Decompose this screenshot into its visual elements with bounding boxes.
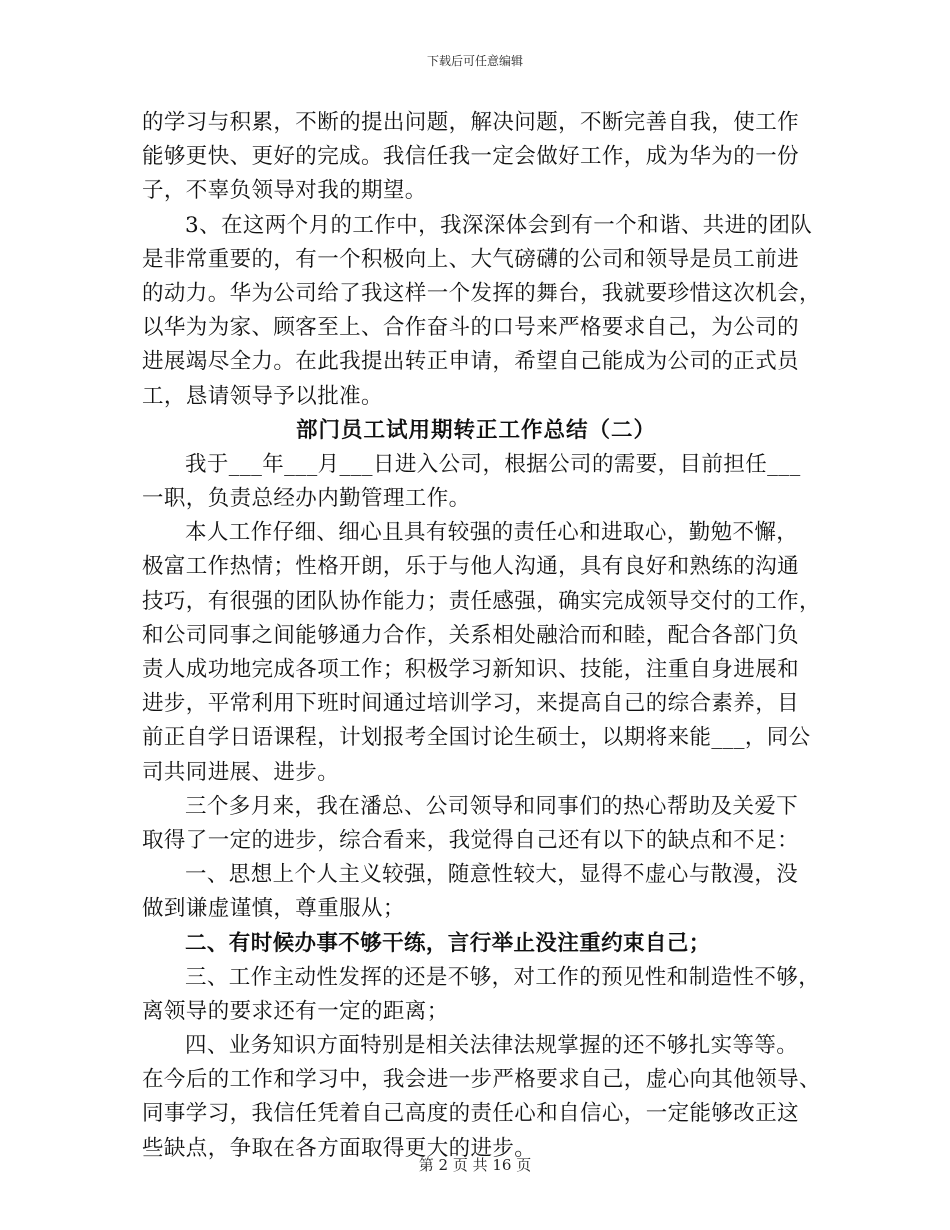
text-line: 离领导的要求还有一定的距离； <box>142 998 449 1024</box>
text-line: 的动力。华为公司给了我这样一个发挥的舞台，我就要珍惜这次机会， <box>142 280 821 306</box>
text-line: 一、思想上个人主义较强，随意性较大，显得不虚心与散漫，没 <box>185 862 799 888</box>
text-line: 我于___年___月___日进入公司，根据公司的需要，目前担任___ <box>185 451 801 477</box>
text-line: 以华为为家、顾客至上、合作奋斗的口号来严格要求自己，为公司的 <box>142 315 800 341</box>
text-line: 一职，负责总经办内勤管理工作。 <box>142 486 471 512</box>
text-line: 本人工作仔细、细心且具有较强的责任心和进取心，勤勉不懈， <box>185 520 799 546</box>
text-line: 三、工作主动性发挥的还是不够，对工作的预见性和制造性不够， <box>185 964 821 990</box>
document-body <box>142 106 821 1166</box>
text-line: 四、业务知识方面特别是相关法律法规掌握的还不够扎实等等。 <box>185 1033 799 1059</box>
text-line: 子，不辜负领导对我的期望。 <box>142 178 427 204</box>
text-line: 前正自学日语课程，计划报考全国讨论生硕士，以期将来能___，同公 <box>142 725 811 751</box>
text-line: 和公司同事之间能够通力合作，关系相处融洽而和睦，配合各部门负 <box>142 622 800 648</box>
text-line: 同事学习，我信任凭着自己高度的责任心和自信心，一定能够改正这 <box>142 1101 800 1127</box>
text-line: 三个多月来，我在潘总、公司领导和同事们的热心帮助及关爱下 <box>185 793 799 819</box>
text-line: 极富工作热情；性格开朗，乐于与他人沟通，具有良好和熟练的沟通 <box>142 554 800 580</box>
text-line: 工，恳请领导予以批准。 <box>142 383 383 409</box>
text-line: 二、有时候办事不够干练，言行举止没注重约束自己； <box>185 930 711 956</box>
text-line: 3、在这两个月的工作中，我深深体会到有一个和谐、共进的团队 <box>185 212 813 238</box>
text-line: 是非常重要的，有一个积极向上、大气磅礴的公司和领导是员工前进 <box>142 246 800 272</box>
text-line: 技巧，有很强的团队协作能力；责任感强，确实完成领导交付的工作， <box>142 588 821 614</box>
text-line: 在今后的工作和学习中，我会进一步严格要求自己，虚心向其他领导、 <box>142 1067 821 1093</box>
text-line: 责人成功地完成各项工作；积极学习新知识、技能，注重自身进展和 <box>142 657 800 682</box>
text-line: 司共同进展、进步。 <box>142 759 340 785</box>
text-line: 进步，平常利用下班时间通过培训学习，来提高自己的综合素养，目 <box>142 691 800 717</box>
section-title: 部门员工试用期转正工作总结（二） <box>295 417 656 443</box>
text-line: 进展竭尽全力。在此我提出转正申请，希望自己能成为公司的正式员 <box>142 349 800 375</box>
text-line: 做到谦虚谨慎，尊重服从； <box>142 896 405 922</box>
page-header: 下载后可任意编辑 <box>426 54 523 68</box>
text-line: 的学习与积累，不断的提出问题，解决问题，不断完善自我，使工作 <box>142 110 800 135</box>
text-line: 取得了一定的进步，综合看来，我觉得自己还有以下的缺点和不足： <box>142 827 800 853</box>
page-footer: 第 2 页 共 16 页 <box>418 1156 532 1174</box>
text-line: 些缺点，争取在各方面取得更大的进步。 <box>142 1135 537 1161</box>
text-line: 能够更快、更好的完成。我信任我一定会做好工作，成为华为的一份 <box>142 144 800 170</box>
